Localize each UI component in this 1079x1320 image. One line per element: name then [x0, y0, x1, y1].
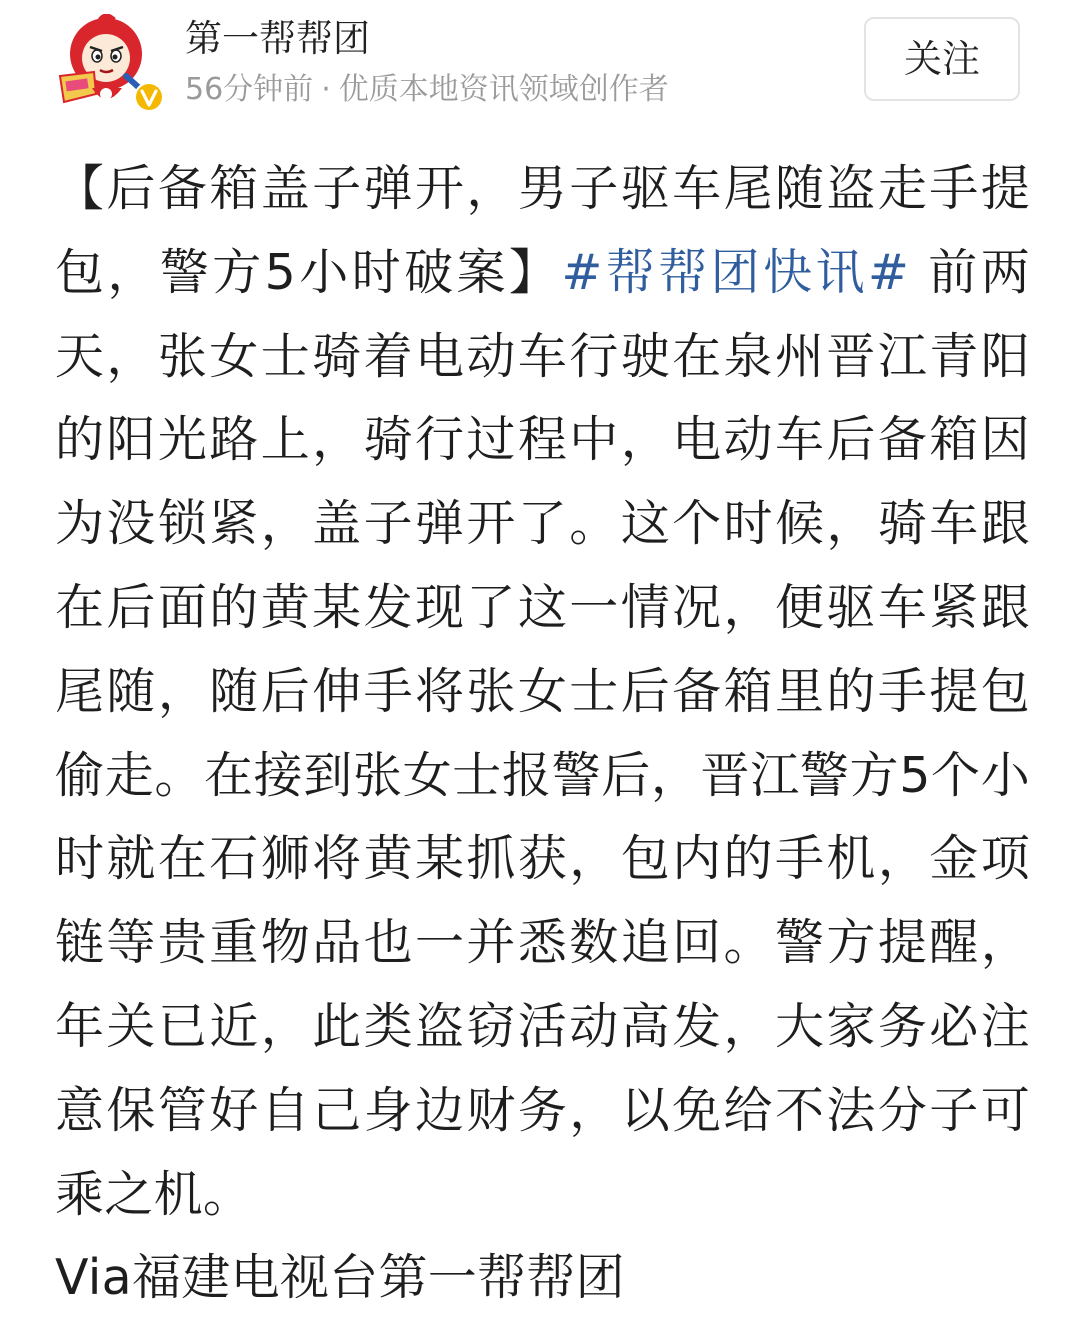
article-title: 【后备箱盖子弹开，男子驱车尾随盗走手提包，警方5小时破案】 [55, 160, 1030, 301]
article-body [55, 147, 1030, 1320]
author-name[interactable]: 第一帮帮团 [185, 17, 370, 60]
article-paragraph [55, 147, 1030, 1236]
hashtag-link[interactable]: #帮帮团快讯# [561, 243, 910, 301]
article-text: 前两天，张女士骑着电动车行驶在泉州晋江青阳的阳光路上，骑行过程中，电动车后备箱因为没锁紧，盖子弹开了。这个时候，骑车跟在后面的黄某发现了这一情况，便驱车紧跟尾随，随后伸手将张女士后备箱里的手提包偷走。在接到张女士报警后，晋江警方5个小时就在石狮将黄某抓获，包内的手机，金项链等贵重物品也一并悉数追回。警方提醒，年关已近，此类盗窃活动高发，大家务必注意保管好自己身边财务，以免给不法分子可乘之机。 [55, 243, 1030, 1223]
post-time: 56分钟前 [185, 72, 314, 107]
verified-badge-icon [132, 80, 166, 114]
article-source: Via福建电视台第一帮帮团 [55, 1249, 625, 1307]
post-header [0, 0, 1079, 130]
meta-separator: · [321, 72, 331, 107]
post-meta [185, 68, 669, 112]
author-credential: 优质本地资讯领域创作者 [338, 72, 669, 107]
follow-button[interactable]: 关注 [864, 17, 1020, 101]
author-avatar[interactable] [56, 14, 168, 114]
